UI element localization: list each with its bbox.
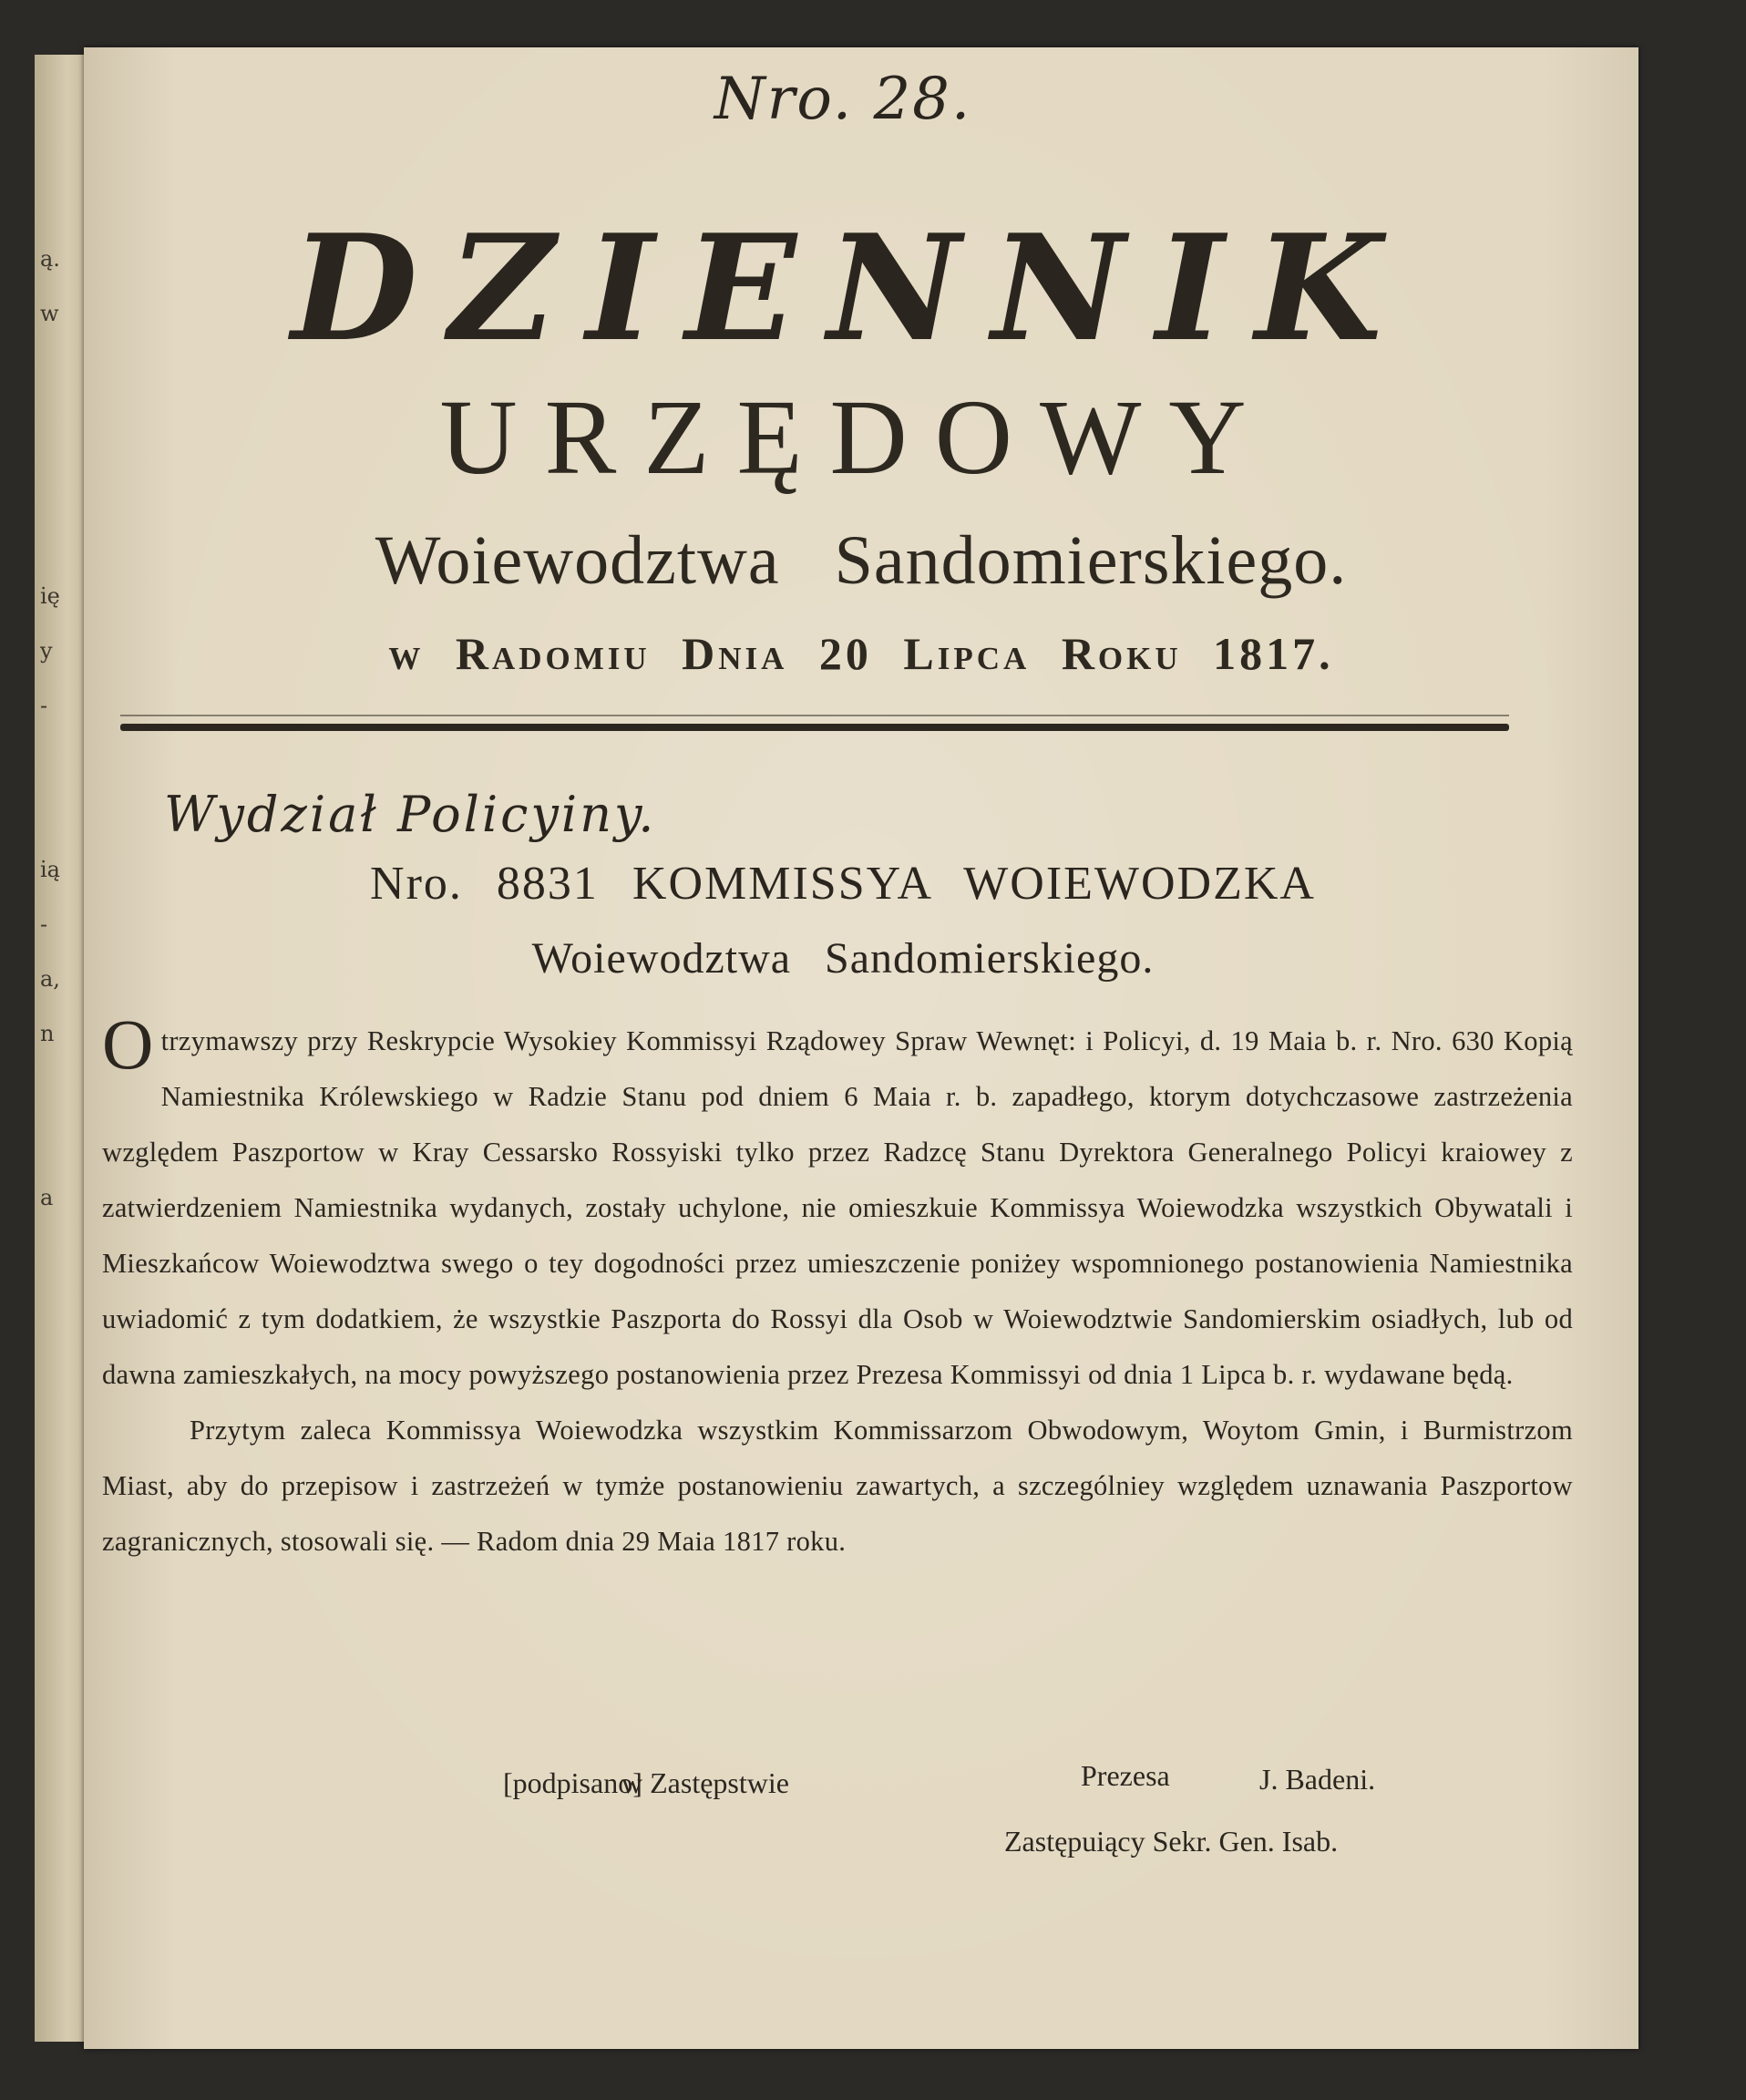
margin-fragment: ię <box>40 583 60 609</box>
dateline: w Radomiu Dnia 20 Lipca Roku 1817. <box>388 628 1334 679</box>
paragraph-2: Przytym zaleca Kommissya Woiewodzka wszystkim Kommissarzom Obwodowym, Woytom Gmin, i Burmistrzom Miast, aby do przepisow i zastrzeżeń w tymże postanowieniu zawartych, a szczególniey względem uznawania Paszportow zagranicznych, stosowali się. — Radom dnia 29 Maia 1817 roku. <box>102 1415 1573 1557</box>
margin-fragment: ią <box>40 857 60 882</box>
signed-label: [podpisano] <box>503 1766 642 1799</box>
substitute-label: w Zastępstwie <box>621 1766 789 1799</box>
margin-fragment: ą. <box>40 246 60 272</box>
president-label: Prezesa <box>1081 1759 1170 1792</box>
paragraph-1 <box>102 1004 1573 1403</box>
margin-fragment: a <box>40 1185 54 1210</box>
authority-region: Woiewodztwa Sandomierskiego. <box>531 934 1155 983</box>
body-text <box>102 1004 1573 1570</box>
document-number-line: Nro. 8831 KOMMISSYA WOIEWODZKA <box>370 858 1316 910</box>
margin-fragment: w <box>40 301 59 326</box>
margin-fragment: y <box>40 638 53 664</box>
margin-fragment: n <box>40 1021 55 1046</box>
paragraph-1-text: trzymawszy przy Reskrypcie Wysokiey Kommissyi Rządowey Spraw Wewnęt: i Policyi, d. 19 Maia b. r. Nro. 630 Kopią Namiestnika Królewskiego w Radzie Stanu pod dniem 6 Maia r. b. zapadłego, ktorym dotychczasowe zastrzeżenia względem Paszportow w Kray Cessarsko Rossyiski tylko przez Radzcę Stanu Dyrektora Generalnego Policyi kraiowey z zatwierdzeniem Namiestnika wydanych, zostały uchylone, nie omieszkuie Kommissya Woiewodzka wszystkich Obywatali i Mieszkańcow Woiewodztwa swego o tey dogodności przez umieszczenie poniżey wspomnionego postanowienia Namiestnika uwiadomić z tym dodatkiem, że wszystkie Paszporta do Rossyi dla Osob w Woiewodztwie Sandomierskim osiadłych, lub od dawna zamieszkałych, na mocy powyższego postanowienia przez Prezesa Kommissyi od dnia 1 Lipca b. r. wydawane będą. <box>102 1025 1573 1390</box>
margin-fragment: a, <box>40 966 60 992</box>
masthead-title: DZIENNIK <box>291 202 1413 374</box>
margin-fragment: - <box>40 693 48 718</box>
document-page <box>84 47 1638 2049</box>
president-name: J. Badeni. <box>1259 1763 1376 1796</box>
header-divider <box>120 724 1509 731</box>
drop-cap: O <box>102 1004 154 1084</box>
masthead-subtitle: URZĘDOWY <box>439 377 1274 497</box>
margin-fragment: - <box>40 911 48 937</box>
issue-number: Nro. 28. <box>714 66 972 133</box>
masthead-region: Woiewodztwa Sandomierskiego. <box>375 522 1348 599</box>
department-heading: Wydział Policyiny. <box>164 786 657 843</box>
secretary-signature: Zastępuiący Sekr. Gen. Isab. <box>1004 1825 1339 1858</box>
